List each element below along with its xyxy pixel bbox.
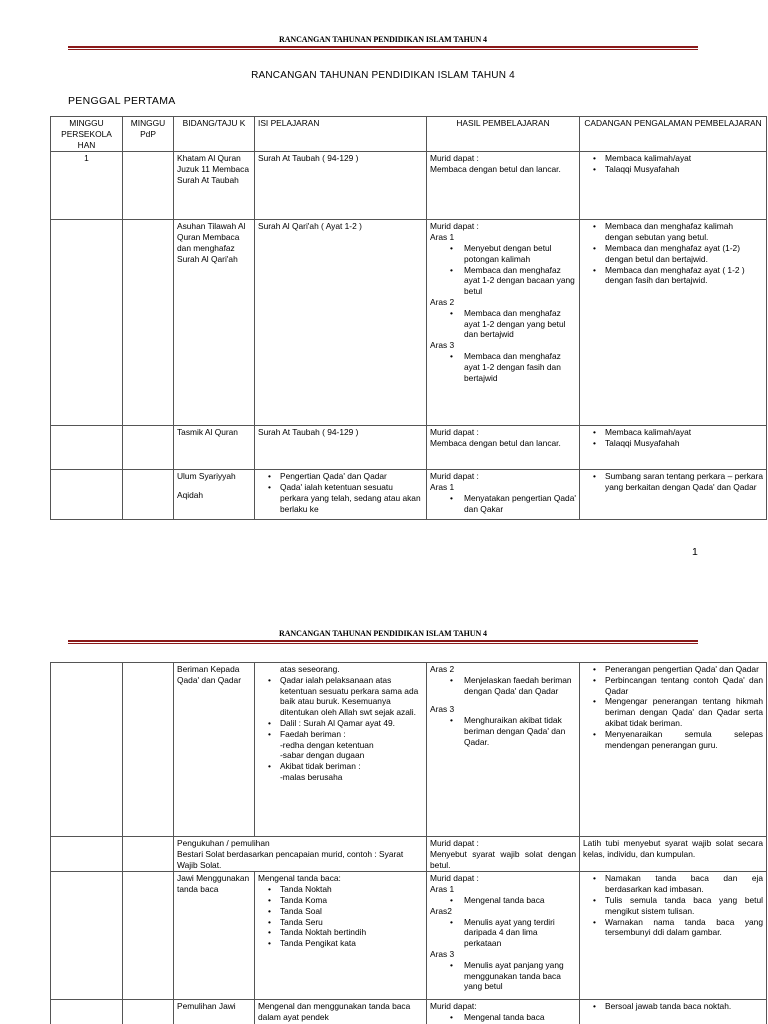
minggu-pdp-cell xyxy=(123,426,174,470)
list-item: • Mengengar penerangan tentang hikmah beriman dengan Qada' dan Qadar serta akibat tidak beriman. xyxy=(583,696,763,728)
list-item: • Membaca dan menghafaz kalimah dengan sebutan yang betul. xyxy=(583,221,763,243)
minggu-cell: 1 xyxy=(51,152,123,220)
col-header-isi: ISI PELAJARAN xyxy=(255,117,427,152)
list-item: • Membaca dan menghafaz ayat 1-2 dengan fasih dan bertajwid xyxy=(430,351,576,383)
aras-label: Aras 3 xyxy=(430,340,455,351)
minggu-cell xyxy=(51,426,123,470)
col-header-bidang: BIDANG/TAJU K xyxy=(174,117,255,152)
list-item: • Mengenal tanda baca xyxy=(430,895,576,906)
hasil-cell xyxy=(427,1000,580,1024)
hasil-intro: Murid dapat : xyxy=(430,873,479,884)
isi-cell xyxy=(255,470,427,520)
list-item: • Faedah beriman : -redha dengan ketentuan -sabar dengan dugaan xyxy=(258,729,423,761)
table-row xyxy=(51,837,767,872)
aras-label: Aras2 xyxy=(430,905,452,916)
isi-cell: Surah At Taubah ( 94-129 ) xyxy=(255,152,427,220)
table-row xyxy=(51,426,767,470)
header-rule xyxy=(68,46,698,50)
list-item: • Dalil : Surah Al Qamar ayat 49. xyxy=(258,718,423,729)
hasil-cell xyxy=(427,470,580,520)
document-title: RANCANGAN TAHUNAN PENDIDIKAN ISLAM TAHUN 4 xyxy=(251,70,515,81)
bidang-cell: Pemulihan Jawi xyxy=(174,1000,255,1024)
minggu-cell xyxy=(51,1000,123,1024)
list-item: • Membaca dan menghafaz ayat 1-2 dengan yang betul dan bertajwid xyxy=(430,308,576,340)
minggu-cell xyxy=(51,837,123,872)
list-item: • Qada' ialah ketentuan sesuatu perkara yang telah, sedang atau akan berlaku ke xyxy=(258,482,423,514)
cadangan-cell xyxy=(580,1000,767,1024)
isi-cell xyxy=(255,872,427,1000)
list-item: • Talaqqi Musyafahah xyxy=(583,164,763,175)
table-row xyxy=(51,872,767,1000)
col-header-minggu-pdp: MINGGU PdP xyxy=(123,117,174,152)
isi-cell: Surah At Taubah ( 94-129 ) xyxy=(255,426,427,470)
cadangan-cell xyxy=(580,872,767,1000)
hasil-intro: Murid dapat : xyxy=(430,471,479,482)
bidang-cell: Pengukuhan / pemulihan Bestari Solat berdasarkan pencapaian murid, contoh : Syarat Wajib Solat. xyxy=(174,837,427,872)
list-item: • Menghuraikan akibat tidak beriman dengan Qada' dan Qadar. xyxy=(430,715,576,747)
bidang-text: Aqidah xyxy=(177,490,204,501)
minggu-pdp-cell xyxy=(123,470,174,520)
page-header: RANCANGAN TAHUNAN PENDIDIKAN ISLAM TAHUN 4 xyxy=(279,35,487,44)
list-item: • Perbincangan tentang contoh Qada' dan Qadar xyxy=(583,675,763,697)
table-row xyxy=(51,663,767,837)
hasil-cell xyxy=(427,663,580,837)
list-item: • Membaca dan menghafaz ayat 1-2 dengan bacaan yang betul xyxy=(430,265,576,297)
list-item: • Namakan tanda baca dan eja berdasarkan kad imbasan. xyxy=(583,873,763,895)
hasil-cell xyxy=(427,872,580,1000)
list-item: • Tanda Seru xyxy=(258,917,423,928)
page-header: RANCANGAN TAHUNAN PENDIDIKAN ISLAM TAHUN 4 xyxy=(279,629,487,638)
page-number: 1 xyxy=(692,546,698,558)
plan-table-page1 xyxy=(50,116,767,520)
list-item: • Tanda Noktah xyxy=(258,884,423,895)
col-header-hasil: HASIL PEMBELAJARAN xyxy=(427,117,580,152)
isi-cell: Mengenal dan menggunakan tanda baca dalam ayat pendek xyxy=(255,1000,427,1024)
list-item: • Mengenal tanda baca xyxy=(430,1012,576,1023)
list-item: • Membaca kalimah/ayat xyxy=(583,427,763,438)
bidang-cell xyxy=(174,470,255,520)
aras-label: Aras 1 xyxy=(430,232,455,243)
minggu-pdp-cell xyxy=(123,663,174,837)
aras-label: Aras 3 xyxy=(430,704,455,715)
hasil-cell xyxy=(427,152,580,220)
table-row xyxy=(51,220,767,426)
list-item: • Tanda Soal xyxy=(258,906,423,917)
cadangan-cell xyxy=(580,426,767,470)
list-item: • Bersoal jawab tanda baca noktah. xyxy=(583,1001,763,1012)
list-item: • Menjelaskan faedah beriman dengan Qada' dan Qadar xyxy=(430,675,576,697)
hasil-cell xyxy=(427,426,580,470)
minggu-pdp-cell xyxy=(123,152,174,220)
bidang-cell: Asuhan Tilawah Al Quran Membaca dan menghafaz Surah Al Qari'ah xyxy=(174,220,255,426)
list-item: • Tanda Noktah bertindih xyxy=(258,927,423,938)
isi-text: Mengenal tanda baca: xyxy=(258,873,341,884)
list-item: • Tanda Koma xyxy=(258,895,423,906)
table-row xyxy=(51,152,767,220)
col-header-minggu-persekolahan: MINGGU PERSEKOLA HAN xyxy=(51,117,123,152)
list-item: • Pengertian Qada' dan Qadar xyxy=(258,471,423,482)
hasil-intro: Murid dapat : xyxy=(430,427,479,438)
list-item: • Akibat tidak beriman : -malas berusaha xyxy=(258,761,423,783)
minggu-cell xyxy=(51,220,123,426)
hasil-intro: Murid dapat : xyxy=(430,838,479,848)
list-item: • Talaqqi Musyafahah xyxy=(583,438,763,449)
list-item: • Penerangan pengertian Qada' dan Qadar xyxy=(583,664,763,675)
hasil-text: Membaca dengan betul dan lancar. xyxy=(430,164,561,175)
list-item: • Membaca kalimah/ayat xyxy=(583,153,763,164)
list-item: • Warnakan nama tanda baca yang tersembunyi ddi dalam gambar. xyxy=(583,917,763,939)
minggu-pdp-cell xyxy=(123,837,174,872)
hasil-intro: Murid dapat: xyxy=(430,1001,477,1012)
cadangan-cell xyxy=(580,152,767,220)
bidang-cell: Beriman Kepada Qada' dan Qadar xyxy=(174,663,255,837)
hasil-cell xyxy=(427,220,580,426)
minggu-pdp-cell xyxy=(123,220,174,426)
list-item: • Menulis ayat yang terdiri daripada 4 dan lima perkataan xyxy=(430,917,576,949)
list-item: • Sumbang saran tentang perkara – perkara yang berkaitan dengan Qada' dan Qadar xyxy=(583,471,763,493)
aras-label: Aras 1 xyxy=(430,482,455,493)
list-item: • Membaca dan menghafaz ayat ( 1-2 ) dengan fasih dan bertajwid. xyxy=(583,265,763,287)
minggu-pdp-cell xyxy=(123,872,174,1000)
col-header-cadangan: CADANGAN PENGALAMAN PEMBELAJARAN xyxy=(580,117,767,152)
hasil-cell xyxy=(427,837,580,872)
minggu-cell xyxy=(51,663,123,837)
aras-label: Aras 2 xyxy=(430,296,455,307)
aras-label: Aras 2 xyxy=(430,664,455,674)
hasil-text: Menyebut syarat wajib solat dengan betul. xyxy=(430,848,576,870)
hasil-intro: Murid dapat : xyxy=(430,221,479,232)
cadangan-cell xyxy=(580,220,767,426)
list-item: • Membaca dan menghafaz ayat (1-2) dengan betul dan bertajwid. xyxy=(583,243,763,265)
term-label: PENGGAL PERTAMA xyxy=(68,95,176,107)
table-header-row xyxy=(51,117,767,152)
bidang-cell: Jawi Menggunakan tanda baca xyxy=(174,872,255,1000)
minggu-cell xyxy=(51,872,123,1000)
bidang-cell: Tasmik Al Quran xyxy=(174,426,255,470)
cadangan-cell xyxy=(580,470,767,520)
minggu-cell xyxy=(51,470,123,520)
table-row xyxy=(51,470,767,520)
list-item: • Menulis ayat panjang yang menggunakan tanda baca yang betul xyxy=(430,960,576,992)
list-item: • Qadar ialah pelaksanaan atas ketentuan sesuatu perkara sama ada baik atau buruk. Kesemuanya ditentukan oleh Allah swt sejak azali. xyxy=(258,675,423,718)
cadangan-cell: Latih tubi menyebut syarat wajib solat secara kelas, individu, dan kumpulan. xyxy=(580,837,767,872)
aras-label: Aras 1 xyxy=(430,884,455,895)
list-item: • Menyenaraikan semula selepas mendengan penerangan guru. xyxy=(583,729,763,751)
cadangan-cell xyxy=(580,663,767,837)
hasil-intro: Murid dapat : xyxy=(430,153,479,164)
aras-label: Aras 3 xyxy=(430,948,455,959)
isi-cell xyxy=(255,663,427,837)
list-item: • Tanda Pengikat kata xyxy=(258,938,423,949)
bidang-text: Ulum Syariyyah xyxy=(177,471,236,482)
list-item: • Tulis semula tanda baca yang betul mengikut sistem tulisan. xyxy=(583,895,763,917)
isi-text: atas seseorang. xyxy=(280,664,340,674)
hasil-text: Membaca dengan betul dan lancar. xyxy=(430,438,561,449)
list-item: • Menyebut dengan betul potongan kalimah xyxy=(430,243,576,265)
list-item: • Menyatakan pengertian Qada' dan Qakar xyxy=(430,493,576,515)
minggu-pdp-cell xyxy=(123,1000,174,1024)
plan-table-page2 xyxy=(50,662,767,1024)
isi-cell: Surah Al Qari'ah ( Ayat 1-2 ) xyxy=(255,220,427,426)
table-row xyxy=(51,1000,767,1024)
header-rule xyxy=(68,640,698,644)
bidang-cell: Khatam Al Quran Juzuk 11 Membaca Surah At Taubah xyxy=(174,152,255,220)
